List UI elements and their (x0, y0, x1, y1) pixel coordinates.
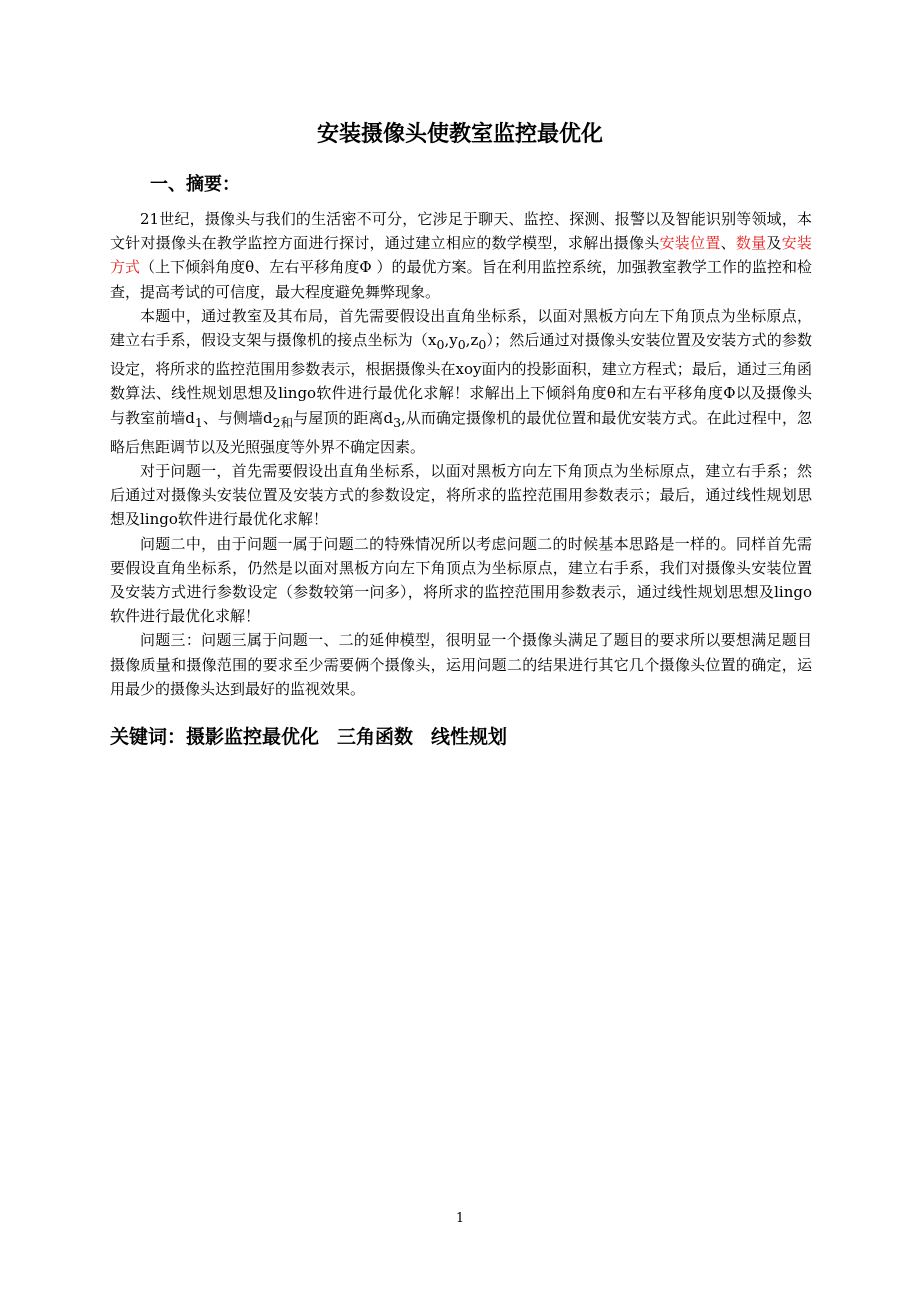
page-number: 1 (455, 1211, 465, 1226)
keywords-line (110, 723, 810, 751)
keyword-1: 摄影监控最优化 (186, 726, 320, 748)
p1-text-2: 、 (720, 234, 736, 253)
keywords-label: 关键词： (110, 726, 187, 748)
highlight-install-method: 安装方式 (110, 234, 812, 277)
p2-sub-3: 0 (478, 337, 487, 353)
p2-sub-5: 2和 (272, 414, 294, 430)
p2-text-4: ）；然后通过对摄像头安装位置及安装方式的参数设定，将所求的监控范围用参数表示，根据摄像头在xoy面内的投影面积，建立方程式；最后，通过三角函数算法、线性规划思想及lingo软件进行最优化求解！求解出上下倾斜角度θ和左右平移角度Φ以及摄像头与教室前墙d (110, 331, 812, 427)
p2-sub-1: 0 (436, 337, 445, 353)
p1-text-3: 及 (766, 234, 782, 253)
abstract-body (110, 207, 812, 701)
abstract-paragraph-5: 问题三：问题三属于问题一、二的延伸模型，很明显一个摄像头满足了题目的要求所以要想满足题目摄像质量和摄像范围的要求至少需要俩个摄像头，运用问题二的结果进行其它几个摄像头位置的确定，运用最少的摄像头达到最好的监视效果。 (110, 631, 812, 698)
abstract-paragraph-1 (110, 207, 812, 304)
p2-sub-2: 0 (457, 337, 466, 353)
p2-text-5: 、与侧墙d (202, 408, 273, 427)
abstract-paragraph-2 (110, 304, 812, 459)
p1-text-1: 21世纪，摄像头与我们的生活密不可分，它涉足于聊天、监控、探测、报警以及智能识别等领域，本文针对摄像头在教学监控方面进行探讨，通过建立相应的数学模型，求解出摄像头 (110, 210, 812, 253)
abstract-paragraph-3: 对于问题一，首先需要假设出直角坐标系，以面对黑板方向左下角顶点为坐标原点，建立右手系；然后通过对摄像头安装位置及安装方式的参数设定，将所求的监控范围用参数表示；最后，通过线性规划思想及lingo软件进行最优化求解！ (110, 462, 812, 529)
highlight-install-position: 安装位置 (659, 234, 721, 253)
highlight-quantity: 数量 (735, 234, 767, 253)
document-title: 安装摄像头使教室监控最优化 (316, 122, 603, 147)
p2-text-2: ,y (444, 331, 458, 350)
p2-text-7: ,从而确定摄像机的最优位置和最优安装方式。在此过程中，忽略后焦距调节以及光照强度等外界不确定因素。 (110, 408, 813, 456)
p2-sub-6: 3 (393, 414, 402, 430)
abstract-heading: 一、摘要： (150, 174, 240, 195)
p2-text-3: ,z (465, 331, 479, 350)
abstract-paragraph-4: 问题二中，由于问题一属于问题二的特殊情况所以考虑问题二的时候基本思路是一样的。同样首先需要假设直角坐标系，仍然是以面对黑板方向左下角顶点为坐标原点，建立右手系，我们对摄像头安装位置及安装方式进行参数设定（参数较第一问多），将所求的监控范围用参数表示，通过线性规划思想及lingo软件进行最优化求解！ (110, 534, 812, 626)
p2-text-1: 本题中，通过教室及其布局，首先需要假设出直角坐标系，以面对黑板方向左下角顶点为坐标原点，建立右手系，假设支架与摄像机的接点坐标为（x (110, 306, 812, 350)
keyword-2: 三角函数 (337, 726, 414, 748)
keyword-3: 线性规划 (431, 726, 508, 748)
p1-text-4: （上下倾斜角度θ、左右平移角度Φ ）的最优方案。旨在利用监控系统，加强教室教学工作的监控和检查，提高考试的可信度，最大程度避免舞弊现象。 (110, 258, 812, 301)
p2-text-6: 与屋顶的距离d (293, 408, 394, 427)
p2-sub-4: 1 (194, 414, 203, 430)
